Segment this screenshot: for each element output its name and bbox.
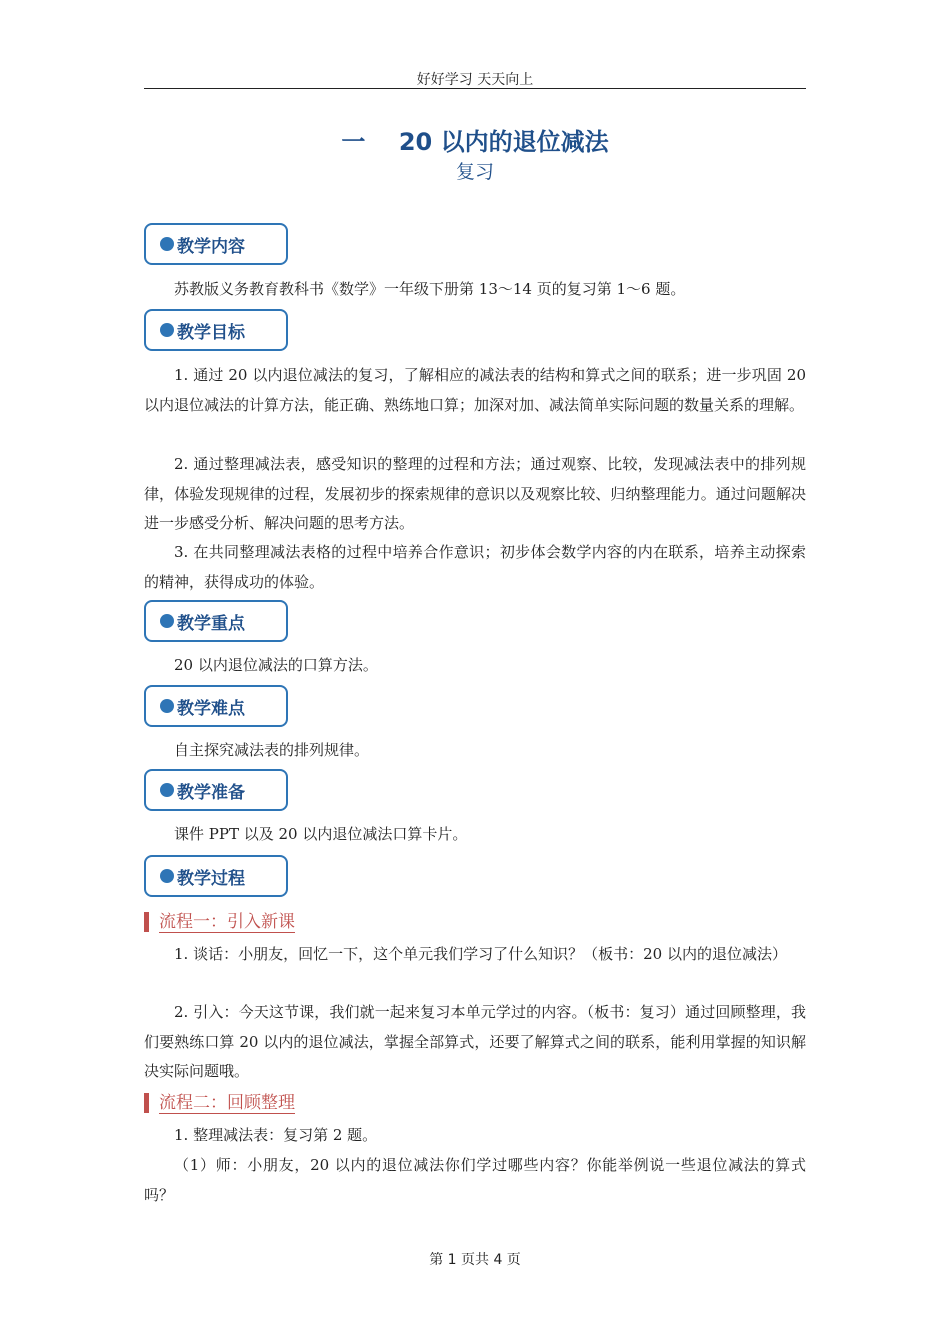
- section-heading-key-points: [144, 600, 288, 642]
- flow-label: 流程一：引入新课: [159, 911, 295, 932]
- page-title: 一 20 以内的退位减法: [341, 128, 609, 156]
- section-heading-difficulties: [144, 685, 288, 727]
- section-label: 教学过程: [177, 868, 245, 889]
- difficulties-text: 自主探究减法表的排列规律。: [174, 741, 370, 759]
- flow-marker-icon: [144, 912, 149, 932]
- section-heading-goals: [144, 309, 288, 351]
- section-label: 教学内容: [177, 236, 245, 257]
- goal-item-2: 2. 通过整理减法表，感受知识的整理的过程和方法；通过观察、比较，发现减法表中的排列规律，体验发现规律的过程，发展初步的探索规律的意识以及观察比较、归纳整理能力。通过问题解决进一步感受分析、解决问题的思考方法。: [144, 455, 806, 532]
- flow2-item-2: （1）师：小朋友，20 以内的退位减法你们学过哪些内容？你能举例说一些退位减法的算式吗？: [144, 1156, 806, 1204]
- flow-marker-icon: [144, 1093, 149, 1113]
- section-label: 教学难点: [177, 698, 245, 719]
- section-label: 教学准备: [177, 782, 245, 803]
- flow1-item-2: 2. 引入：今天这节课，我们就一起来复习本单元学过的内容。（板书：复习）通过回顾整理，我们要熟练口算 20 以内的退位减法，掌握全部算式，还要了解算式之间的联系，能利用掌握的知识解决实际问题哦。: [144, 1003, 806, 1080]
- section-label: 教学重点: [177, 613, 245, 634]
- section-heading-content: [144, 223, 288, 265]
- flow-heading-2: [144, 1092, 295, 1114]
- page-subtitle: 复习: [455, 161, 494, 183]
- content-text: 苏教版义务教育教科书《数学》一年级下册第 13～14 页的复习第 1～6 题。: [174, 280, 686, 298]
- bullet-dot-icon: [160, 699, 174, 713]
- bullet-dot-icon: [160, 237, 174, 251]
- bullet-dot-icon: [160, 869, 174, 883]
- header-divider: [144, 88, 806, 89]
- section-heading-preparation: [144, 769, 288, 811]
- bullet-dot-icon: [160, 783, 174, 797]
- section-label: 教学目标: [177, 322, 245, 343]
- section-heading-process: [144, 855, 288, 897]
- page-footer: 第 1 页共 4 页: [429, 1252, 521, 1268]
- flow1-item-1: 1. 谈话：小朋友，回忆一下，这个单元我们学习了什么知识？（板书：20 以内的退位减法）: [174, 945, 787, 963]
- goal-item-3: 3. 在共同整理减法表格的过程中培养合作意识；初步体会数学内容的内在联系，培养主动探索的精神，获得成功的体验。: [144, 543, 806, 591]
- flow-label: 流程二：回顾整理: [159, 1092, 295, 1113]
- key-points-text: 20 以内退位减法的口算方法。: [174, 656, 378, 674]
- bullet-dot-icon: [160, 323, 174, 337]
- preparation-text: 课件 PPT 以及 20 以内退位减法口算卡片。: [174, 825, 468, 843]
- bullet-dot-icon: [160, 614, 174, 628]
- flow-heading-1: [144, 911, 295, 933]
- flow2-item-1: 1. 整理减法表：复习第 2 题。: [174, 1126, 378, 1144]
- goal-item-1: 1. 通过 20 以内退位减法的复习，了解相应的减法表的结构和算式之间的联系；进一步巩固 20 以内退位减法的计算方法，能正确、熟练地口算；加深对加、减法简单实际问题的数量关系的理解。: [144, 366, 806, 414]
- page-header: 好好学习 天天向上: [416, 72, 534, 88]
